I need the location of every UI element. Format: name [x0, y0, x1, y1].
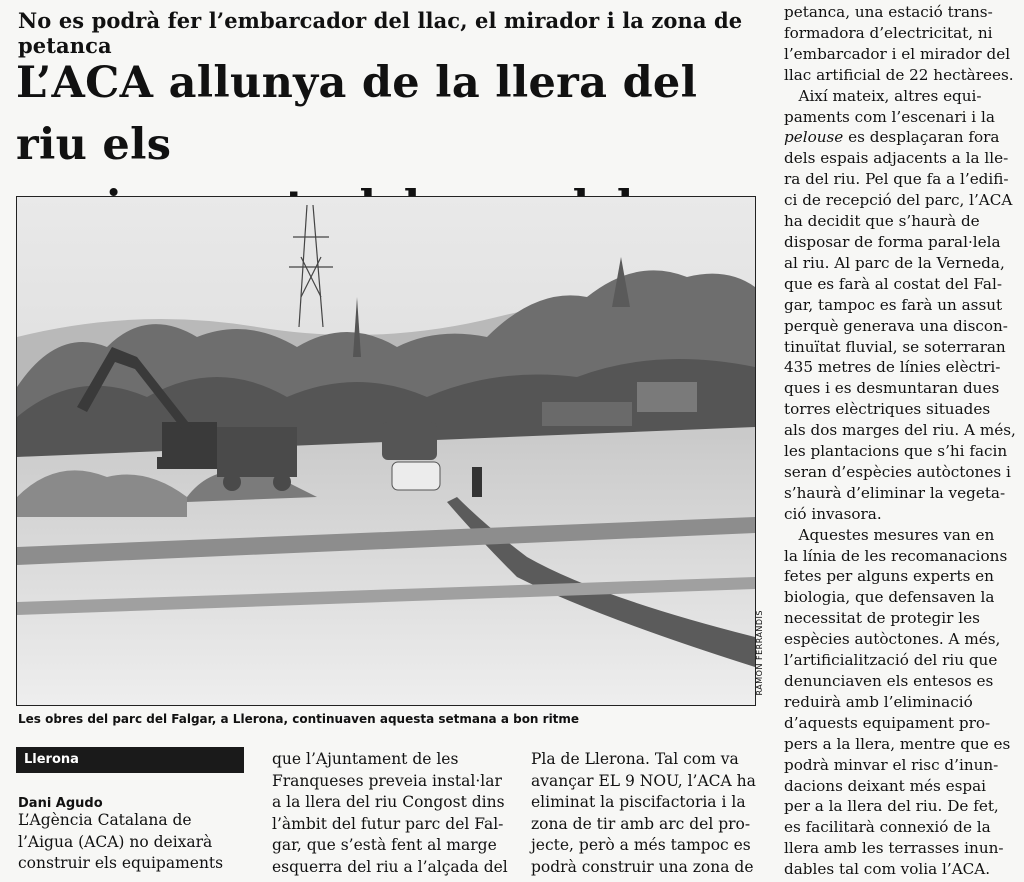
headline-line-1: L’ACA allunya de la llera del riu els: [16, 58, 698, 170]
column-4-paragraph-3: Aquestes mesures van en la línia de les recomanacions fetes per alguns experts en biologia, que defensaven la necessitat de protegir les espècies autòctones. A més, l’artificialització del riu que denunciaven els entesos es reduirà amb l’eliminació d’aquests equipament pro- pers a la llera, mentre que es podrà minvar el risc d’inun- dacions deixant més espai per a la llera del riu. De fet, es facilitarà connexió de la llera amb les terrasses inun- dables tal com volia l’ACA.: [784, 525, 1011, 879]
column-4-paragraph-1: petanca, una estació trans- formadora d’electricitat, ni l’embarcador i el mirador del llac artificial de 22 hectàrees.: [784, 3, 1014, 84]
italic-term: pelouse: [784, 128, 844, 147]
body-column-1: L’Agència Catalana de l’Aigua (ACA) no deixarà construir els equipaments: [18, 811, 224, 872]
photo-caption: Les obres del parc del Falgar, a Llerona, continuaven aquesta setmana a bon ritme: [18, 712, 580, 726]
photo-credit: RAMON FERRANDIS: [755, 610, 764, 696]
column-4-paragraph-2-start: Així mateix, altres equi- paments com l’escenari i la: [784, 86, 995, 126]
section-tag: Llerona: [16, 747, 244, 773]
construction-photo: [16, 196, 756, 706]
body-column-3: Pla de Llerona. Tal com va avançar EL 9 NOU, l’ACA ha eliminat la piscifactoria i la zona de tir amb arc del pro- jecte, però a més tampoc es podrà construir una zona de: [531, 750, 756, 876]
body-column-2: que l’Ajuntament de les Franqueses preveia instal·lar a la llera del riu Congost dins l’àmbit del futur parc del Fal- gar, que s’està fent al marge esquerra del riu a l’alçada del: [272, 750, 508, 876]
article-subhead: No es podrà fer l’embarcador del llac, el mirador i la zona de petanca: [18, 8, 743, 58]
byline: Dani Agudo: [18, 796, 103, 811]
body-column-4: [784, 2, 1016, 880]
column-4-paragraph-2-rest: es desplaçaran fora dels espais adjacents a la lle- ra del riu. Pel que fa a l’edifi- ci de recepció del parc, l’ACA ha decidit que s’haurà de disposar de forma paral·lela al riu. Al parc de la Verneda, que es farà al costat del Fal- gar, tampoc es farà un assut perquè generava una discon- tinuïtat fluvial, se soterraran 435 metres de línies elèctri- ques i es desmuntaran dues torres elèctriques situades als dos marges del riu. A més, les plantacions que s’hi facin seran d’espècies autòctones i s’haurà d’eliminar la vegeta- ció invasora.: [784, 128, 1016, 523]
